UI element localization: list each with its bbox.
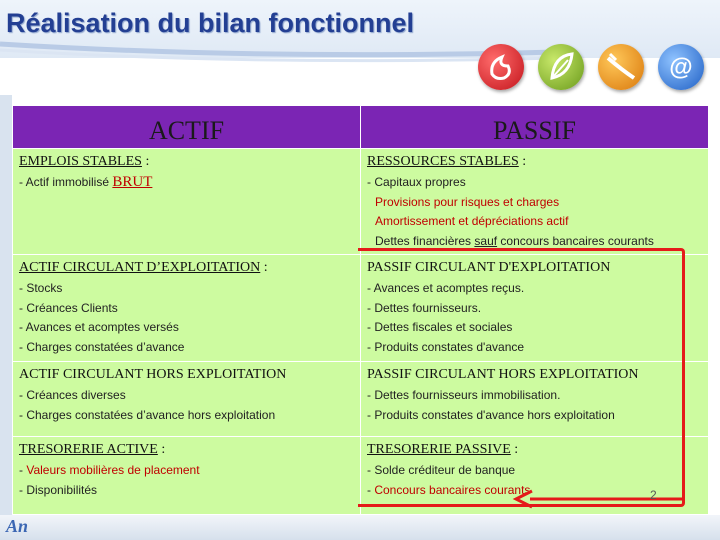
table-row bbox=[13, 149, 709, 255]
list-item: - Avances et acomptes versés bbox=[19, 320, 179, 334]
list-item: - Dettes fournisseurs immobilisation. bbox=[367, 388, 561, 402]
list-item: - Capitaux propres bbox=[367, 175, 466, 189]
left-side-shade bbox=[0, 95, 12, 515]
svg-text:@: @ bbox=[669, 54, 693, 81]
tresorerie-active-cell bbox=[13, 437, 361, 515]
leaf-icon bbox=[538, 44, 584, 90]
list-item: - Valeurs mobilières de placement bbox=[19, 463, 200, 477]
section-title: EMPLOIS STABLES : bbox=[19, 154, 150, 169]
section-title: TRESORERIE ACTIVE : bbox=[19, 442, 166, 457]
bottom-bar bbox=[0, 515, 720, 540]
page-title: Réalisation du bilan fonctionnel bbox=[6, 8, 415, 38]
header-row bbox=[13, 106, 709, 149]
emplois-stables-cell bbox=[13, 149, 361, 255]
page-number: 2 bbox=[650, 488, 657, 502]
section-title: ACTIF CIRCULANT D’EXPLOITATION : bbox=[19, 260, 268, 275]
at-sign-icon bbox=[658, 44, 704, 90]
brut-label: BRUT bbox=[112, 174, 153, 190]
highlight-bracket bbox=[358, 248, 685, 507]
actif-circulant-exploitation-cell bbox=[13, 255, 361, 362]
fire-icon bbox=[478, 44, 524, 90]
title-underline-swoosh bbox=[0, 38, 560, 68]
section-title: RESSOURCES STABLES : bbox=[367, 154, 527, 169]
list-item: - Dettes fiscales et sociales bbox=[367, 320, 513, 334]
actif-header: ACTIF bbox=[13, 106, 361, 149]
list-item: Provisions pour risques et charges bbox=[375, 194, 560, 209]
list-item: - Avances et acomptes reçus. bbox=[367, 281, 525, 295]
list-item: - Créances Clients bbox=[19, 300, 118, 315]
list-item: - Charges constatées d’avance bbox=[19, 339, 185, 354]
list-item: - Dettes fournisseurs. bbox=[367, 300, 482, 315]
pen-icon bbox=[598, 44, 644, 90]
list-item: Amortissement et dépréciations actif bbox=[375, 214, 569, 228]
section-title: TRESORERIE PASSIVE : bbox=[367, 442, 519, 457]
list-item: - Disponibilités bbox=[19, 482, 98, 497]
list-item: Dettes financières sauf concours bancaires courants bbox=[375, 233, 654, 248]
list-item: - Solde créditeur de banque bbox=[367, 463, 516, 477]
highlight-arrow bbox=[510, 482, 685, 512]
section-title: ACTIF CIRCULANT HORS EXPLOITATION bbox=[19, 367, 287, 382]
list-item: - Concours bancaires courants bbox=[367, 482, 531, 497]
ressources-stables-cell bbox=[361, 149, 709, 255]
passif-header: PASSIF bbox=[361, 106, 709, 149]
list-item: - Créances diverses bbox=[19, 388, 126, 402]
list-item: - Produits constates d'avance hors exploitation bbox=[367, 407, 615, 422]
section-title: PASSIF CIRCULANT HORS EXPLOITATION bbox=[367, 367, 639, 382]
list-item: - Stocks bbox=[19, 281, 63, 295]
list-item: - Actif immobilisé BRUT bbox=[19, 174, 153, 190]
badge-group bbox=[478, 44, 710, 94]
brand-logo: An bbox=[6, 516, 29, 536]
list-item: - Produits constates d'avance bbox=[367, 339, 525, 354]
section-title: PASSIF CIRCULANT D'EXPLOITATION bbox=[367, 260, 611, 275]
actif-hors-exploitation-cell bbox=[13, 362, 361, 437]
list-item: - Charges constatées d’avance hors exploitation bbox=[19, 407, 276, 422]
